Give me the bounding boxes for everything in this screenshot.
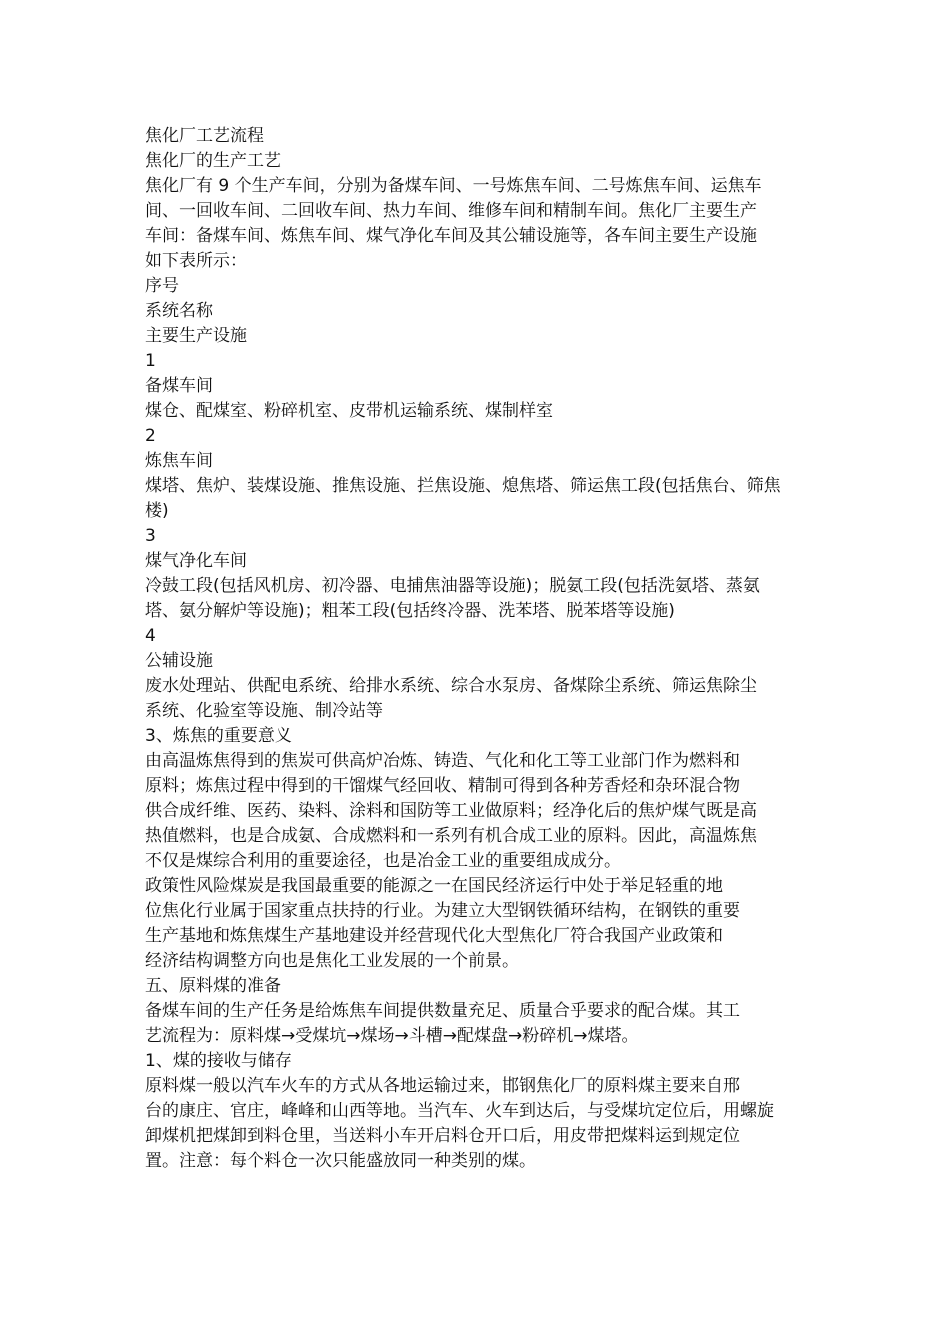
intro-line: 如下表所示： bbox=[145, 251, 247, 271]
body-paragraph bbox=[145, 749, 815, 874]
row-number: 1 bbox=[145, 351, 156, 371]
table-row bbox=[145, 349, 815, 424]
intro-line: 车间：备煤车间、炼焦车间、煤气净化车间及其公辅设施等，各车间主要生产设施 bbox=[145, 226, 757, 246]
section-heading: 3、炼焦的重要意义 bbox=[145, 726, 292, 746]
table-row bbox=[145, 624, 815, 724]
paragraph-line: 原料煤一般以汽车火车的方式从各地运输过来，邯钢焦化厂的原料煤主要来自邢 bbox=[145, 1076, 740, 1096]
paragraph-line: 原料；炼焦过程中得到的干馏煤气经回收、精制可得到各种芳香烃和杂环混合物 bbox=[145, 776, 740, 796]
row-number: 4 bbox=[145, 626, 156, 646]
document-page bbox=[145, 124, 815, 1174]
subsection-heading: 1、煤的接收与储存 bbox=[145, 1051, 292, 1071]
row-facilities: 煤仓、配煤室、粉碎机室、皮带机运输系统、煤制样室 bbox=[145, 401, 553, 421]
row-system-name: 炼焦车间 bbox=[145, 451, 213, 471]
intro-paragraph bbox=[145, 174, 815, 274]
paragraph-line: 置。注意：每个料仓一次只能盛放同一种类别的煤。 bbox=[145, 1151, 536, 1171]
row-facilities: 冷鼓工段(包括风机房、初冷器、电捕焦油器等设施)；脱氨工段(包括洗氨塔、蒸氨 bbox=[145, 576, 760, 596]
paragraph-line: 备煤车间的生产任务是给炼焦车间提供数量充足、质量合乎要求的配合煤。其工 bbox=[145, 1001, 740, 1021]
intro-line: 焦化厂有 9 个生产车间，分别为备煤车间、一号炼焦车间、二号炼焦车间、运焦车 bbox=[145, 176, 762, 196]
body-paragraph bbox=[145, 999, 815, 1049]
row-facilities: 塔、氨分解炉等设施)；粗苯工段(包括终冷器、洗苯塔、脱苯塔等设施) bbox=[145, 601, 675, 621]
paragraph-line: 卸煤机把煤卸到料仓里，当送料小车开启料仓开口后，用皮带把煤料运到规定位 bbox=[145, 1126, 740, 1146]
row-number: 2 bbox=[145, 426, 156, 446]
row-number: 3 bbox=[145, 526, 156, 546]
paragraph-line: 由高温炼焦得到的焦炭可供高炉冶炼、铸造、气化和化工等工业部门作为燃料和 bbox=[145, 751, 740, 771]
table-header-facilities: 主要生产设施 bbox=[145, 326, 247, 346]
table-header-name: 系统名称 bbox=[145, 301, 213, 321]
paragraph-line: 生产基地和炼焦煤生产基地建设并经营现代化大型焦化厂符合我国产业政策和 bbox=[145, 926, 723, 946]
row-facilities: 废水处理站、供配电系统、给排水系统、综合水泵房、备煤除尘系统、筛运焦除尘 bbox=[145, 676, 757, 696]
row-facilities: 楼) bbox=[145, 501, 169, 521]
row-system-name: 煤气净化车间 bbox=[145, 551, 247, 571]
paragraph-line: 供合成纤维、医药、染料、涂料和国防等工业做原料；经净化后的焦炉煤气既是高 bbox=[145, 801, 757, 821]
table-row bbox=[145, 524, 815, 624]
paragraph-line: 不仅是煤综合利用的重要途径，也是冶金工业的重要组成成分。 bbox=[145, 851, 621, 871]
facility-table bbox=[145, 274, 815, 724]
row-facilities: 系统、化验室等设施、制冷站等 bbox=[145, 701, 383, 721]
body-paragraph bbox=[145, 1074, 815, 1174]
doc-subtitle: 焦化厂的生产工艺 bbox=[145, 151, 281, 171]
row-system-name: 公辅设施 bbox=[145, 651, 213, 671]
paragraph-line: 热值燃料，也是合成氨、合成燃料和一系列有机合成工业的原料。因此，高温炼焦 bbox=[145, 826, 757, 846]
row-facilities: 煤塔、焦炉、装煤设施、推焦设施、拦焦设施、熄焦塔、筛运焦工段(包括焦台、筛焦 bbox=[145, 476, 781, 496]
paragraph-line: 艺流程为：原料煤→受煤坑→煤场→斗槽→配煤盘→粉碎机→煤塔。 bbox=[145, 1026, 639, 1046]
row-system-name: 备煤车间 bbox=[145, 376, 213, 396]
intro-line: 间、一回收车间、二回收车间、热力车间、维修车间和精制车间。焦化厂主要生产 bbox=[145, 201, 757, 221]
paragraph-line: 台的康庄、官庄，峰峰和山西等地。当汽车、火车到达后，与受煤坑定位后，用螺旋 bbox=[145, 1101, 774, 1121]
paragraph-line: 政策性风险煤炭是我国最重要的能源之一在国民经济运行中处于举足轻重的地 bbox=[145, 876, 723, 896]
section-heading: 五、原料煤的准备 bbox=[145, 976, 281, 996]
paragraph-line: 位焦化行业属于国家重点扶持的行业。为建立大型钢铁循环结构，在钢铁的重要 bbox=[145, 901, 740, 921]
body-paragraph bbox=[145, 874, 815, 974]
table-row bbox=[145, 424, 815, 524]
paragraph-line: 经济结构调整方向也是焦化工业发展的一个前景。 bbox=[145, 951, 519, 971]
table-header-no: 序号 bbox=[145, 276, 179, 296]
doc-title: 焦化厂工艺流程 bbox=[145, 126, 264, 146]
